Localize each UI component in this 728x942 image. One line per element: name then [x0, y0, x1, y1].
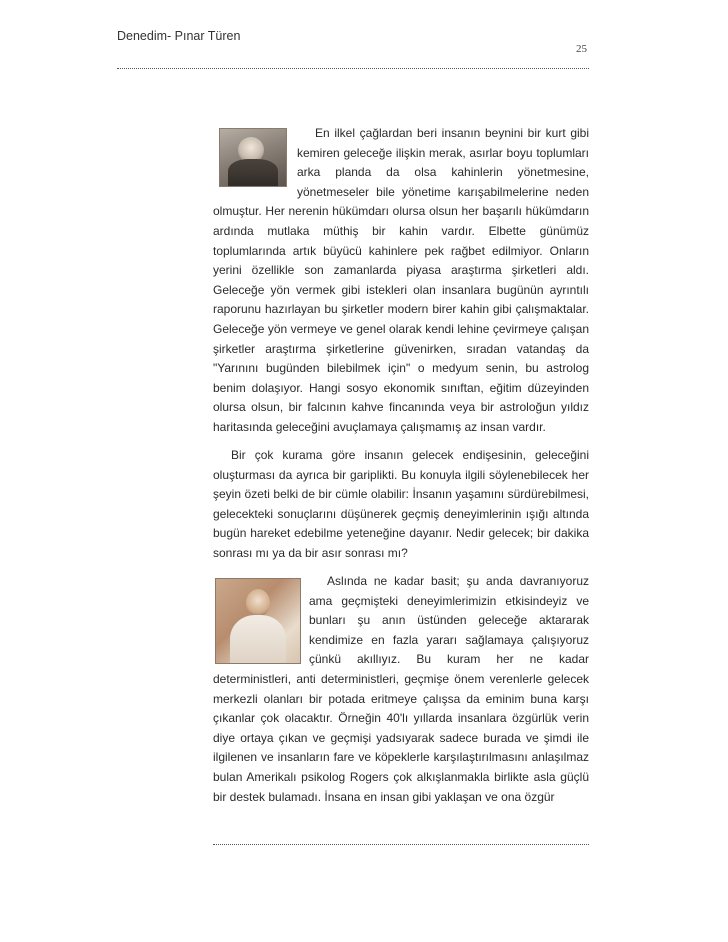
paragraph-block-1	[213, 124, 589, 438]
portrait-photo	[219, 128, 287, 187]
paragraph-block-2	[213, 446, 589, 564]
footer-divider	[213, 844, 589, 845]
document-header-title: Denedim- Pınar Türen	[117, 29, 241, 43]
header-divider	[117, 68, 589, 69]
page-number: 25	[576, 43, 587, 55]
paragraph-3: Aslında ne kadar basit; şu anda davranıyoruz ama geçmişteki deneyimlerimizin etkisindeyiz ve bunları şu anın üstünden geleceğe aktararak kendimize en fazla yararı sağlamaya çalışıyoruz çünkü akıllıyız. Bu kuram her ne kadar deterministleri, anti deterministleri, geçmişe önem verenlerle gelecek merkezli olanları bir potada eritmeye çalışsa da eminim buna karşı çıkanlar çok olacaktır. Örneğin 40'lı yıllarda insanlara özgürlük verin diye ortaya çıkan ve geçmişi yadsıyarak sadece burada ve şimdi ile ilgilenen ve insanların fare ve köpeklerle karşılaştırılmasını anlaşılmaz bulan Amerikalı psikolog Rogers çok alkışlanmakla birlikte asla güçlü bir destek bulamadı. İnsana en insan gibi yaklaşan ve ona özgür	[213, 574, 589, 804]
paragraph-block-3	[213, 572, 589, 807]
painting-photo	[215, 578, 301, 664]
paragraph-1: En ilkel çağlardan beri insanın beynini bir kurt gibi kemiren geleceğe ilişkin merak, asırlar boyu toplumları arka planda da olsa kahinlerin yönetmesine, yönetmeseler bile yönetime karışabilmelerine neden olmuştur. Her nerenin hükümdarı olursa olsun her başarılı hükümdarın ardında mutlaka müthiş bir kahin vardır. Elbette günümüz toplumlarında artık büyücü kahinlere pek rağbet edilmiyor. Onların yerini özellikle son zamanlarda piyasa araştırma şirketleri aldı. Geleceğe yön vermek gibi istekleri olan insanlara bugünün ayrıntılı raporunu hazırlayan bu şirketler modern birer kahin gibi çalışmaktalar. Geleceğe yön vermeye ve genel olarak kendi lehine çevirmeye çalışan şirketler araştırma şirketlerine güvenirken, sıradan vatandaş da "Yarınını bugünden bilebilmek için" o medyum senin, bu astrolog benim dolaşıyor. Hangi sosyo ekonomik sınıftan, eğitim düzeyinden olursa olsun, bir falcının kahve fincanında veya bir astroloğun yıldız haritasında geleceğini avuçlamaya çalışmamış az insan vardır.	[213, 126, 589, 434]
paragraph-2: Bir çok kurama göre insanın gelecek endişesinin, geleceğini oluşturması da ayrıca bir gariplikti. Bu konuyla ilgili söylenebilecek her şeyin özeti belki de bir cümle olabilir: İnsanın yaşamını sürdürebilmesi, gelecekteki sonuçlarını düşünerek geçmiş deneyimlerinin ışığı altında bugün hareket edebilme yeteneğine dayanır. Nedir gelecek; bir dakika sonrası mı ya da bir asır sonrası mı?	[213, 448, 589, 560]
